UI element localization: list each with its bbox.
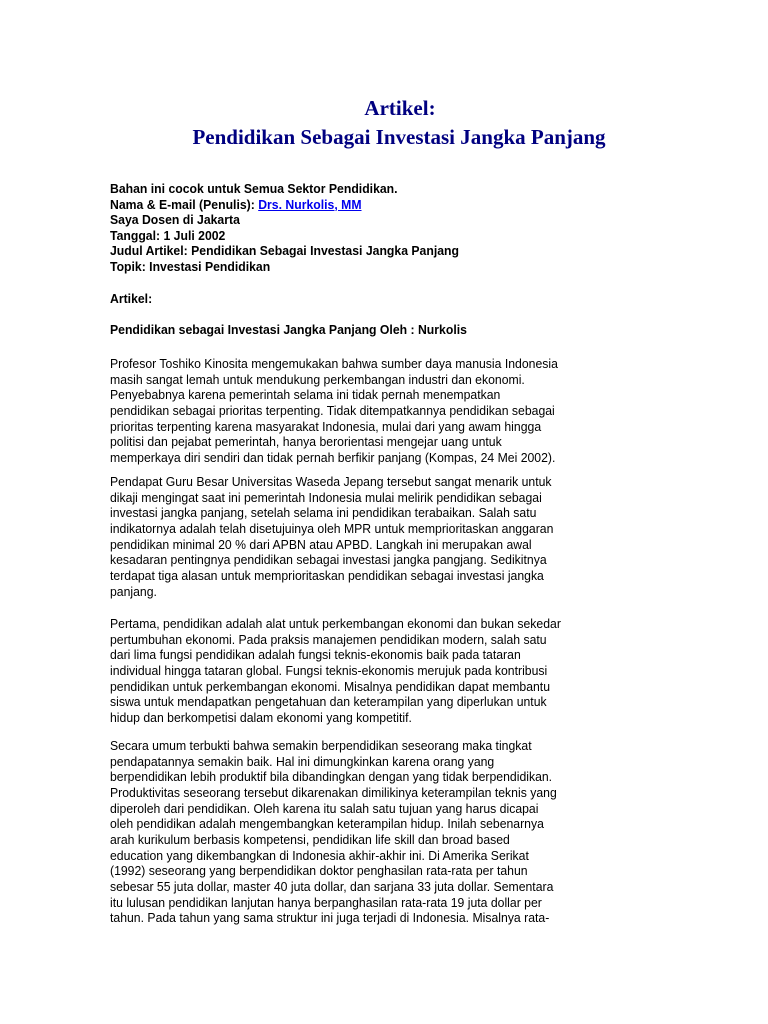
- paragraph-line: individual hingga tataran global. Fungsi teknis-ekonomis merujuk pada kontribusi: [110, 662, 548, 678]
- paragraph-line: Pertama, pendidikan adalah alat untuk perkembangan ekonomi dan bukan sekedar: [110, 616, 561, 631]
- paragraph-1: [110, 356, 570, 466]
- paragraph-line: pendidikan minimal 20 % dari APBN atau APBD. Langkah ini merupakan awal: [110, 536, 532, 552]
- paragraph-line: investasi jangka panjang, setelah selama ini pendidikan terabaikan. Salah satu: [110, 505, 537, 521]
- article-metadata: [110, 181, 662, 274]
- paragraph-line: itu lulusan pendidikan lanjutan hanya berpanghasilan rata-rata 19 juta dollar per: [110, 894, 542, 910]
- paragraph-line: diperoleh dari pendidikan. Oleh karena itu salah satu tujuan yang harus dicapai: [110, 800, 539, 816]
- paragraph-line: arah kurikulum berbasis kompetensi, pendidikan life skill dan broad based: [110, 831, 510, 847]
- paragraph-line: dikaji mengingat saat ini pemerintah Indonesia mulai melirik pendidikan sebagai: [110, 489, 542, 505]
- paragraph-line: masih sangat lemah untuk mendukung perkembangan industri dan ekonomi.: [110, 371, 525, 387]
- paragraph-line: prioritas terpenting karena masyarakat Indonesia, mulai dari yang awam hingga: [110, 418, 542, 434]
- paragraph-3: [110, 616, 570, 726]
- paragraph-4: [110, 738, 570, 926]
- paragraph-line: pendidikan untuk perkembangan ekonomi. Misalnya pendidikan dapat membantu: [110, 678, 551, 694]
- article-label: Artikel:: [110, 291, 153, 306]
- paragraph-line: (1992) seseorang yang berpendidikan doktor penghasilan rata-rata per tahun: [110, 863, 528, 879]
- paragraph-line: terdapat tiga alasan untuk memprioritaskan pendidikan sebagai investasi jangka: [110, 567, 544, 583]
- author-link[interactable]: Drs. Nurkolis, MM: [258, 196, 362, 212]
- paragraph-line: siswa untuk mendapatkan pengetahuan dan keterampilan yang diperlukan untuk: [110, 694, 547, 710]
- paragraph-line: pertumbuhan ekonomi. Pada praksis manajemen pendidikan modern, salah satu: [110, 631, 547, 647]
- paragraph-line: hidup dan berkompetisi dalam ekonomi yang kompetitif.: [110, 709, 412, 725]
- paragraph-line: berpendidikan lebih produktif bila dibandingkan dengan yang tidak berpendidikan.: [110, 769, 553, 785]
- paragraph-line: Produktivitas seseorang tersebut dikarenakan dimilikinya keterampilan teknis yang: [110, 784, 557, 800]
- paragraph-line: dari lima fungsi pendidikan adalah fungsi teknis-ekonomis baik pada tataran: [110, 647, 521, 663]
- article-title: [0, 94, 768, 152]
- paragraph-line: pendidikan sebagai prioritas terpenting. Tidak ditempatkannya pendidikan sebagai: [110, 402, 555, 418]
- paragraph-line: Penyebabnya karena pemerintah selama ini tidak pernah menempatkan: [110, 387, 501, 403]
- paragraph-line: sebesar 55 juta dollar, master 40 juta dollar, dan sarjana 33 juta dollar. Sementara: [110, 878, 554, 894]
- paragraph-line: Secara umum terbukti bahwa semakin berpendidikan seseorang maka tingkat: [110, 738, 532, 753]
- paragraph-line: pendapatannya semakin baik. Hal ini dimungkinkan karena orang yang: [110, 753, 495, 769]
- meta-intro: Bahan ini cocok untuk Semua Sektor Pendidikan.: [110, 181, 398, 196]
- paragraph-line: tahun. Pada tahun yang sama struktur ini juga terjadi di Indonesia. Misalnya rata-: [110, 910, 550, 926]
- paragraph-line: Pendapat Guru Besar Universitas Waseda Jepang tersebut sangat menarik untuk: [110, 474, 552, 489]
- meta-topic: Topik: Investasi Pendidikan: [110, 258, 271, 274]
- paragraph-line: indikatornya adalah telah disetujuinya oleh MPR untuk memprioritaskan anggaran: [110, 520, 554, 536]
- paragraph-line: education yang dikembangkan di Indonesia akhir-akhir ini. Di Amerika Serikat: [110, 847, 529, 863]
- paragraph-line: kesadaran pentingnya pendidikan sebagai investasi jangka pangjang. Sedikitnya: [110, 552, 547, 568]
- article-subheading: Pendidikan sebagai Investasi Jangka Panjang Oleh : Nurkolis: [110, 322, 467, 337]
- paragraph-line: politisi dan pejabat pemerintah, hanya berorientasi mengejar uang untuk: [110, 434, 502, 450]
- meta-article-title: Judul Artikel: Pendidikan Sebagai Investasi Jangka Panjang: [110, 243, 459, 258]
- meta-date: Tanggal: 1 Juli 2002: [110, 227, 226, 243]
- paragraph-line: oleh pendidikan adalah mengembangkan keterampilan hidup. Inilah sebenarnya: [110, 816, 544, 832]
- title-line-1: Artikel:: [364, 96, 436, 120]
- paragraph-2: [110, 474, 570, 599]
- paragraph-line: panjang.: [110, 583, 157, 599]
- meta-job: Saya Dosen di Jakarta: [110, 212, 240, 227]
- title-line-2: Pendidikan Sebagai Investasi Jangka Panjang: [192, 125, 606, 149]
- author-label: Nama & E-mail (Penulis):: [110, 196, 259, 212]
- paragraph-line: Profesor Toshiko Kinosita mengemukakan bahwa sumber daya manusia Indonesia: [110, 356, 558, 371]
- meta-author: [110, 197, 662, 213]
- paragraph-line: memperkaya diri sendiri dan tidak pernah berfikir panjang (Kompas, 24 Mei 2002).: [110, 449, 556, 465]
